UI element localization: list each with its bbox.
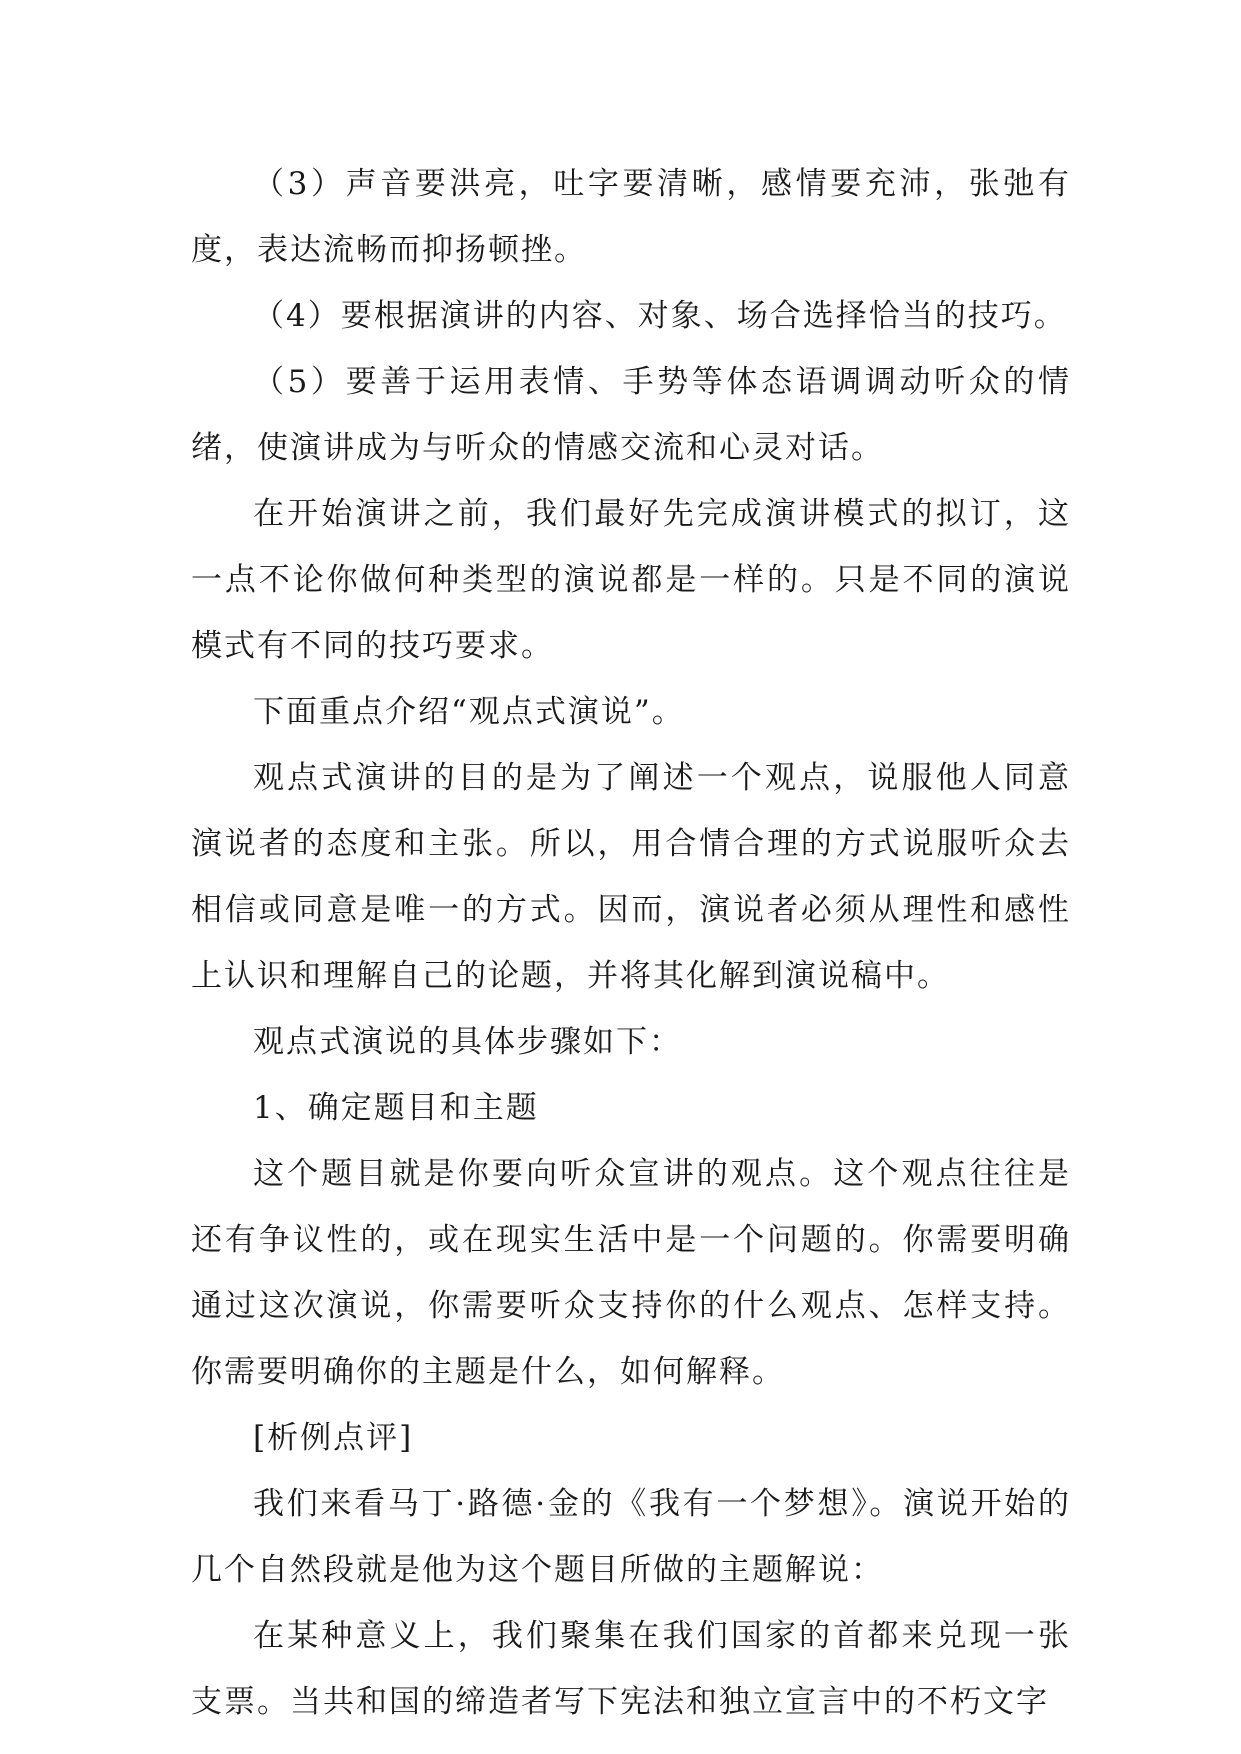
paragraph-mlk-example: 我们来看马丁·路德·金的《我有一个梦想》。演说开始的几个自然段就是他为这个题目所做的主题解说： <box>191 1486 1071 1588</box>
paragraph-quote: 在某种意义上，我们聚集在我们国家的首都来兑现一张支票。当共和国的缔造者写下宪法和独立宣言中的不朽文字 <box>191 1618 1071 1720</box>
document-body <box>191 151 1071 1735</box>
step-heading-1: 1、确定题目和主题 <box>253 1090 539 1126</box>
paragraph-item-5: （5）要善于运用表情、手势等体态语调调动听众的情绪，使演讲成为与听众的情感交流和心灵对话。 <box>191 364 1071 466</box>
example-review-label: [析例点评] <box>253 1420 414 1456</box>
paragraph-intro-viewpoint: 下面重点介绍“观点式演说”。 <box>253 694 685 730</box>
paragraph-steps-intro: 观点式演说的具体步骤如下： <box>253 1024 682 1060</box>
paragraph-speech-mode: 在开始演讲之前，我们最好先完成演讲模式的拟订，这一点不论你做何种类型的演说都是一样的。只是不同的演说模式有不同的技巧要求。 <box>191 496 1071 664</box>
paragraph-topic-explanation: 这个题目就是你要向听众宣讲的观点。这个观点往往是还有争议性的，或在现实生活中是一个问题的。你需要明确通过这次演说，你需要听众支持你的什么观点、怎样支持。你需要明确你的主题是什么，如何解释。 <box>191 1156 1071 1390</box>
paragraph-item-3: （3）声音要洪亮，吐字要清晰，感情要充沛，张弛有度，表达流畅而抑扬顿挫。 <box>191 166 1071 268</box>
paragraph-viewpoint-purpose: 观点式演讲的目的是为了阐述一个观点，说服他人同意演说者的态度和主张。所以，用合情合理的方式说服听众去相信或同意是唯一的方式。因而，演说者必须从理性和感性上认识和理解自己的论题，并将其化解到演说稿中。 <box>191 760 1071 994</box>
paragraph-item-4: （4）要根据演讲的内容、对象、场合选择恰当的技巧。 <box>253 298 1067 334</box>
